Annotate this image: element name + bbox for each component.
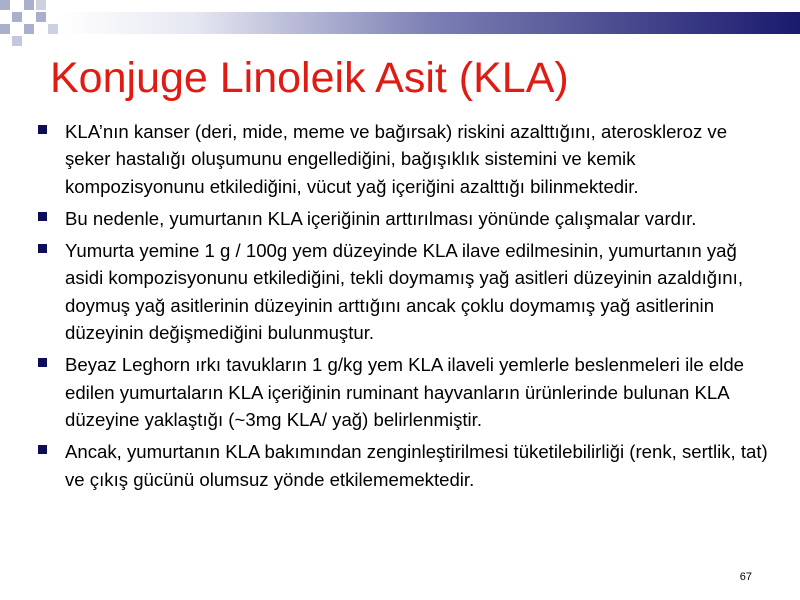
bullet-text: KLA’nın kanser (deri, mide, meme ve bağırsak) riskini azalttığını, ateroskleroz ve şeker hastalığı oluşumunu engellediğini, bağışıklık sistemini ve kemik kompozisyonunu etkilediğini, vücut yağ içeriğini azalttığı bilinmektedir.	[65, 121, 728, 197]
header-decoration	[0, 0, 800, 50]
slide-number: 67	[739, 571, 752, 583]
bullet-item	[36, 205, 776, 232]
bullet-square-icon	[38, 212, 47, 221]
bullet-square-icon	[38, 244, 47, 253]
bullet-text: Yumurta yemine 1 g / 100g yem düzeyinde KLA ilave edilmesinin, yumurtanın yağ asidi kompozisyonunu etkilediğini, tekli doymamış yağ asitleri düzeyinin azaldığını, doymuş yağ asitlerinin düzeyinin arttığını ancak çoklu doymamış yağ asitlerinin düzeyinin değişmediğini bulunmuştur.	[65, 240, 743, 344]
corner-squares-pattern	[0, 0, 58, 46]
bullet-text: Beyaz Leghorn ırkı tavukların 1 g/kg yem KLA ilaveli yemlerle beslenmeleri ile elde edilen yumurtaların KLA içeriğinin ruminant hayvanların ürünlerinde bulunan KLA düzeyine yaklaştığı (~3mg KLA/ yağ) belirlenmiştir.	[65, 354, 745, 430]
bullet-item	[36, 438, 776, 493]
bullet-text: Ancak, yumurtanın KLA bakımından zenginleştirilmesi tüketilebilirliği (renk, sertlik, tat) ve çıkış gücünü olumsuz yönde etkilememektedir.	[65, 441, 768, 490]
bullet-item	[36, 118, 776, 200]
bullet-item	[36, 351, 776, 433]
bullet-list	[36, 118, 776, 498]
bullet-text: Bu nedenle, yumurtanın KLA içeriğinin arttırılması yönünde çalışmalar vardır.	[65, 207, 697, 229]
bullet-item	[36, 237, 776, 346]
header-gradient-bar	[60, 12, 800, 34]
bullet-square-icon	[38, 445, 47, 454]
slide-title: Konjuge Linoleik Asit (KLA)	[50, 54, 569, 102]
bullet-square-icon	[38, 125, 47, 134]
bullet-square-icon	[38, 358, 47, 367]
